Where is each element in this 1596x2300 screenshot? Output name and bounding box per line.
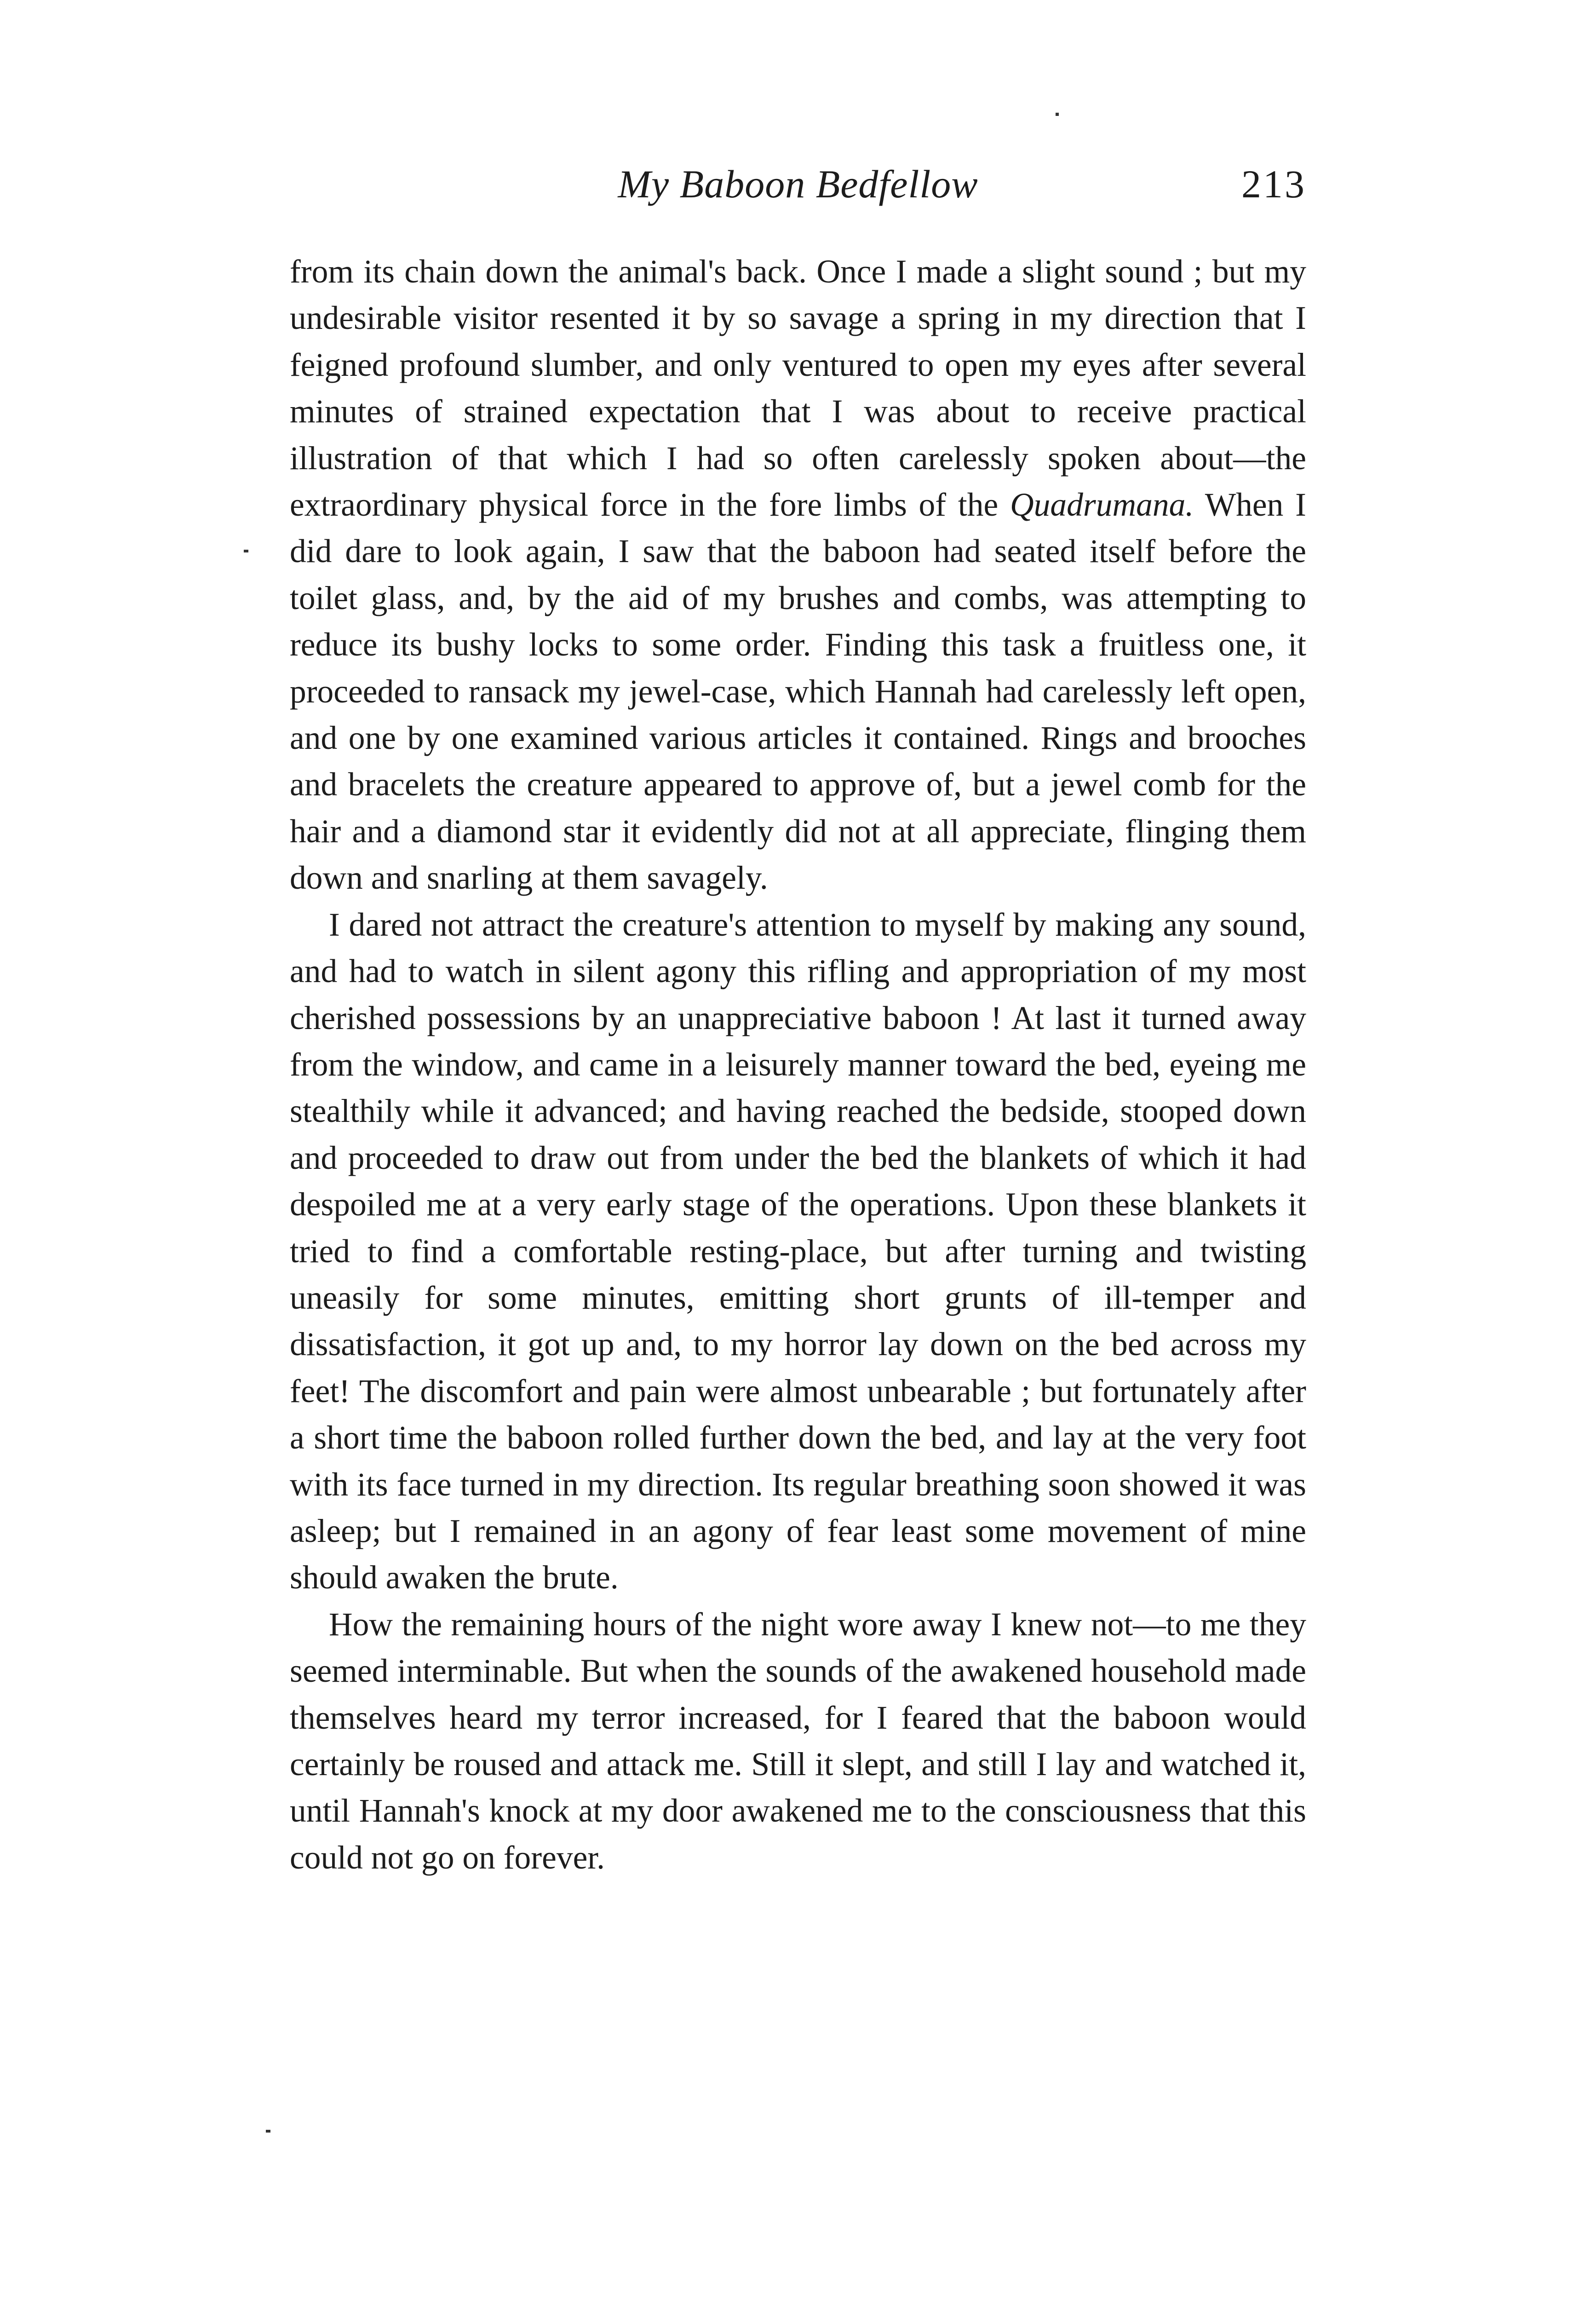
- paragraph-1-text: from its chain down the animal's back. Once I made a slight sound ; but my undesirable visitor resented it by so savage a spring in my direction that I feigned profound slumber, and only ventured to open my eyes after several minutes of strained expectation that I was about to receive practical illustration of that which I had so often carelessly spoken about—the extraordinary physical force in the fore limbs of the: [290, 253, 1306, 523]
- print-speck: [1056, 113, 1059, 116]
- paragraph-2: I dared not attract the creature's attention to myself by making any sound, and had to watch in silent agony this rifling and appropriation of my most cherished possessions by an unappreciative baboon ! At last it turned away from the window, and came in a leisurely manner toward the bed, eyeing me stealthily while it advanced; and having reached the bedside, stooped down and proceeded to draw out from under the bed the blankets of which it had despoiled me at a very early stage of the operations. Upon these blankets it tried to find a comfortable resting-place, but after turning and twisting uneasily for some minutes, emitting short grunts of ill-temper and dissatisfaction, it got up and, to my horror lay down on the bed across my feet! The discomfort and pain were almost unbearable ; but fortunately after a short time the baboon rolled further down the bed, and lay at the very foot with its face turned in my direction. Its regular breathing soon showed it was asleep; but I remained in an agony of fear least some movement of mine should awaken the brute.: [290, 906, 1306, 1596]
- page-number: 213: [1241, 162, 1306, 206]
- paragraph-1-text-continued: When I did dare to look again, I saw that the baboon had seated itself before the toilet glass, and, by the aid of my brushes and combs, was attempting to reduce its bushy locks to some order. Finding this task a fruitless one, it proceeded to ransack my jewel-case, which Hannah had carelessly left open, and one by one examined various articles it contained. Rings and brooches and bracelets the creature appeared to approve of, but a jewel comb for the hair and a diamond star it evidently did not at all appreciate, flinging them down and snarling at them savagely.: [290, 487, 1306, 897]
- body-text: [290, 248, 1306, 1881]
- page-header: [290, 159, 1306, 218]
- margin-mark: [244, 550, 248, 552]
- paragraph-3: How the remaining hours of the night wore away I knew not—to me they seemed interminable. But when the sounds of the awakened household made themselves heard my terror increased, for I feared that the baboon would certainly be roused and attack me. Still it slept, and still I lay and watched it, until Hannah's knock at my door awakened me to the consciousness that this could not go on forever.: [290, 1606, 1306, 1876]
- paragraph-1-italic-term: Quadrumana.: [1010, 487, 1194, 523]
- margin-mark: [266, 2130, 270, 2133]
- paragraph-1: [290, 248, 1306, 902]
- running-title: My Baboon Bedfellow: [618, 162, 978, 206]
